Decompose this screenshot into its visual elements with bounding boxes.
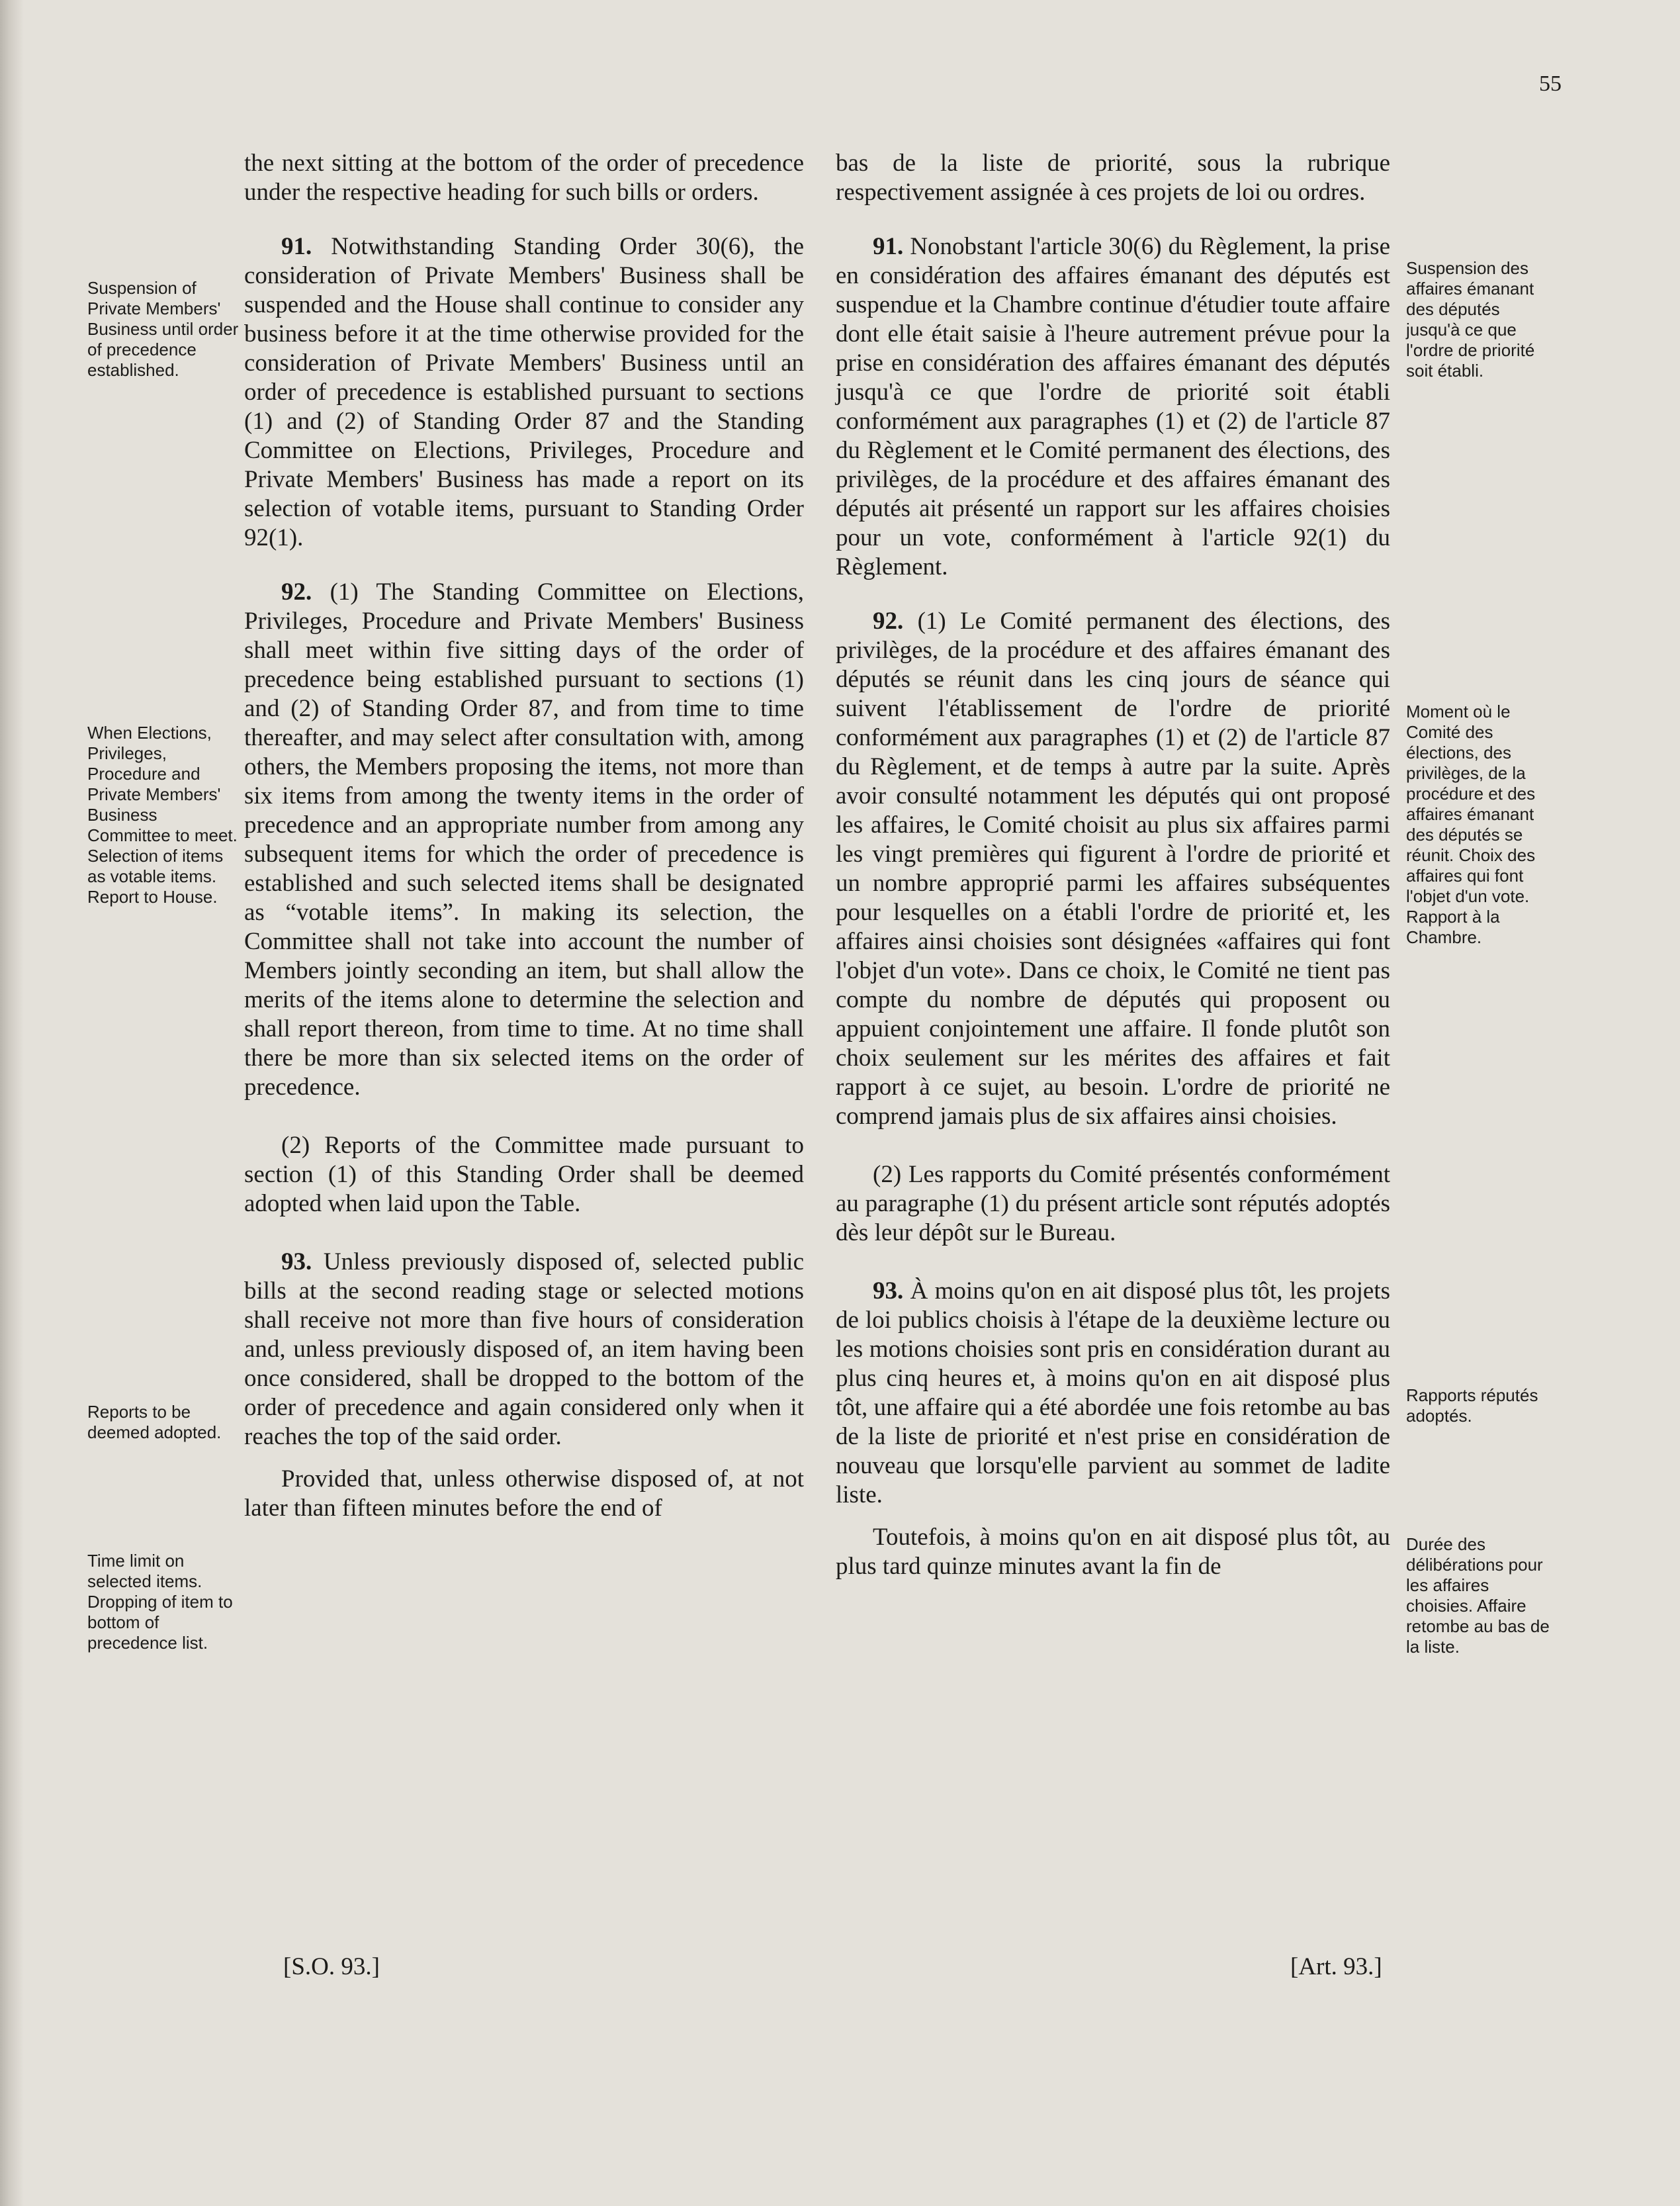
margin-note-en-committee: When Elections, Privileges, Procedure and Private Members' Business Committee to meet. Selection of items as votable items. Report to House. [87,723,238,907]
margin-note-en-reports: Reports to be deemed adopted. [87,1402,222,1442]
margin-note-en-time-limit: Time limit on selected items. Dropping of item to bottom of precedence list. [87,1551,233,1653]
english-footer-reference: [S.O. 93.] [283,1953,380,1980]
french-paragraph-92-2: (2) Les rapports du Comité présentés conformément au paragraphe (1) du présent article sont réputés adoptés dès leur dépôt sur le Bureau. [836,1161,1390,1246]
french-paragraph-93: 93. À moins qu'on en ait disposé plus tôt, les projets de loi publics choisis à l'étape de la deuxième lecture ou les motions choisies sont pris en considération durant au plus cinq heures et, à moins qu'on en ait disposé plus tôt, une affaire qui a été abordée une fois retombe au bas de la liste de priorité et n'est prise en considération de nouveau que lorsqu'elle parvient au sommet de ladite liste. [836,1277,1391,1508]
english-paragraph-92: 92. (1) The Standing Committee on Elections, Privileges, Procedure and Private Members' Business shall meet within five sitting days of the order of precedence being established pursuant to sections (1) and (2) of Standing Order 87, and from time to time thereafter, and may select after consultation with, among others, the Members proposing the items, not more than six items from among the twenty items in the order of precedence and an appropriate number from among any subsequent items for which the order of precedence is established and such selected items shall be designated as “votable items”. In making its selection, the Committee shall not take into account the number of Members jointly seconding an item, but shall allow the merits of the items alone to determine the selection and shall report thereon, from time to time. At no time shall there be more than six selected items on the order of precedence. [244,578,804,1101]
english-paragraph-proviso: Provided that, unless otherwise disposed of, at not later than fifteen minutes before the end of [244,1465,804,1522]
french-paragraph-continuation: bas de la liste de priorité, sous la rubrique respectivement assignée à ces projets de loi ou ordres. [836,150,1390,206]
english-paragraph-91: 91. Notwithstanding Standing Order 30(6), the consideration of Private Members' Business shall be suspended and the House shall continue to consider any business before it at the time otherwise provided for the consideration of Private Members' Business until an order of precedence is established pursuant to sections (1) and (2) of Standing Order 87 and the Standing Committee on Elections, Privileges, Procedure and Private Members' Business has made a report on its selection of votable items, pursuant to Standing Order 92(1). [244,233,805,551]
margin-note-fr-reports: Rapports réputés adoptés. [1406,1385,1538,1426]
margin-note-fr-duration: Durée des délibérations pour les affaires choisies. Affaire retombe au bas de la liste. [1406,1534,1550,1657]
french-column [836,149,1390,1581]
english-column [244,149,804,1523]
english-paragraph-continuation: the next sitting at the bottom of the order of precedence under the respective heading for such bills or orders. [244,150,804,206]
page-binding-shadow [0,0,24,2206]
french-paragraph-proviso: Toutefois, à moins qu'on en ait disposé plus tôt, au plus tard quinze minutes avant la fin de [836,1524,1390,1580]
french-paragraph-92: 92. (1) Le Comité permanent des élections, des privilèges, de la procédure et des affaires émanant des députés se réunit dans les cinq jours de séance qui suivent l'établissement de l'ordre de priorité conformément aux paragraphes (1) et (2) de l'article 87 du Règlement, et de temps à autre par la suite. Après avoir consulté notamment les députés qui ont proposé les affaires, le Comité choisit au plus six affaires parmi les vingt premières qui figurent à l'ordre de priorité et un nombre approprié parmi les affaires subséquentes pour lesquelles on a établi l'ordre de priorité et, les affaires ainsi choisies sont désignées «affaires qui font l'objet d'un vote». Dans ce choix, le Comité ne tient pas compte du nombre de députés qui proposent ou appuient conjointement une affaire. Il fonde plutôt son choix seulement sur les mérites des affaires et fait rapport à ce sujet, au besoin. L'ordre de priorité ne comprend jamais plus de six affaires ainsi choisies. [836,608,1391,1130]
margin-note-fr-suspension: Suspension des affaires émanant des députés jusqu'à ce que l'ordre de priorité soit établi. [1406,258,1535,381]
french-footer-reference: [Art. 93.] [1290,1953,1382,1980]
french-paragraph-91: 91. Nonobstant l'article 30(6) du Règlement, la prise en considération des affaires émanant des députés est suspendue et la Chambre continue d'étudier toute affaire dont elle était saisie à l'heure autrement prévue pour la prise en considération des affaires émanant des députés jusqu'à ce que l'ordre de priorité soit établi conformément aux paragraphes (1) et (2) de l'article 87 du Règlement et le Comité permanent des élections, des privilèges, de la procédure et des affaires émanant des députés ait présenté un rapport sur les affaires choisies pour un vote, conformément à l'article 92(1) du Règlement. [836,233,1391,580]
english-paragraph-93: 93. Unless previously disposed of, selected public bills at the second reading stage or selected motions shall receive not more than five hours of consideration and, unless previously disposed of, an item having been once considered, shall be dropped to the bottom of the order of precedence and again considered only when it reaches the top of the said order. [244,1248,805,1450]
page-number: 55 [1539,71,1562,96]
english-paragraph-92-2: (2) Reports of the Committee made pursuant to section (1) of this Standing Order shall be deemed adopted when laid upon the Table. [244,1132,804,1217]
margin-note-en-suspension: Suspension of Private Members' Business until order of precedence established. [87,278,239,380]
margin-note-fr-committee: Moment où le Comité des élections, des privilèges, de la procédure et des affaires émanant des députés se réunit. Choix des affaires qui font l'objet d'un vote. Rapport à la Chambre. [1406,702,1536,947]
